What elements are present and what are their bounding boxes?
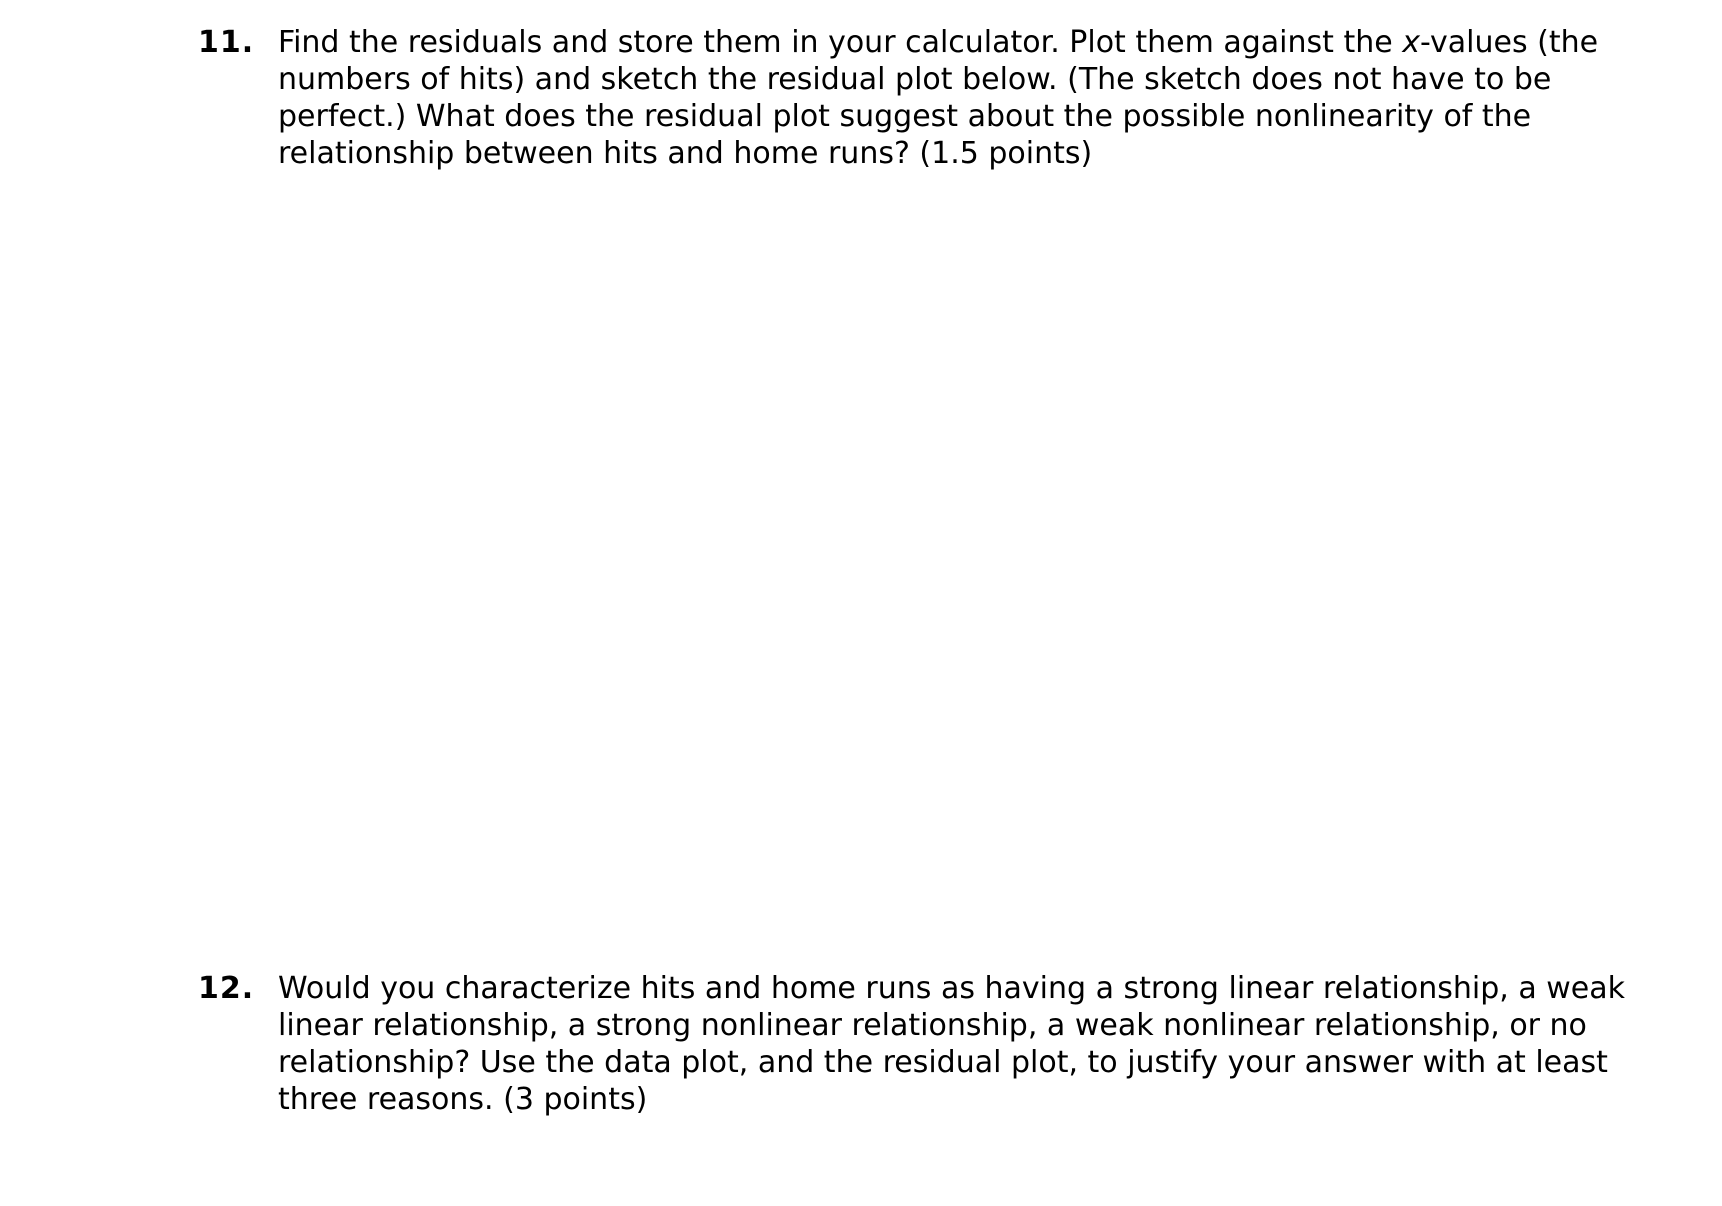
question-11 — [198, 24, 1638, 172]
x-variable: x — [1402, 25, 1420, 60]
question-text: Would you characterize hits and home runs as having a strong linear relationship, a weak linear relationship, a strong nonlinear relationship, a weak nonlinear relationship, or no relationship? Use the data plot, and the residual plot, to justify your answer with at least three reasons. (3 points) — [278, 971, 1625, 1117]
question-text-part: Find the residuals and store them in your calculator. Plot them against the — [278, 25, 1403, 60]
question-text — [278, 24, 1638, 172]
question-number: 11. — [198, 25, 255, 60]
question-text-part: -values (the numbers of hits) and sketch the residual plot below. (The sketch does not have to be perfect.) What does the residual plot suggest about the possible nonlinearity of the relationship between hits and home runs? (1.5 points) — [278, 25, 1599, 171]
residual-plot-sketch-area — [278, 190, 1638, 950]
question-12 — [198, 970, 1638, 1118]
question-number: 12. — [198, 971, 255, 1006]
